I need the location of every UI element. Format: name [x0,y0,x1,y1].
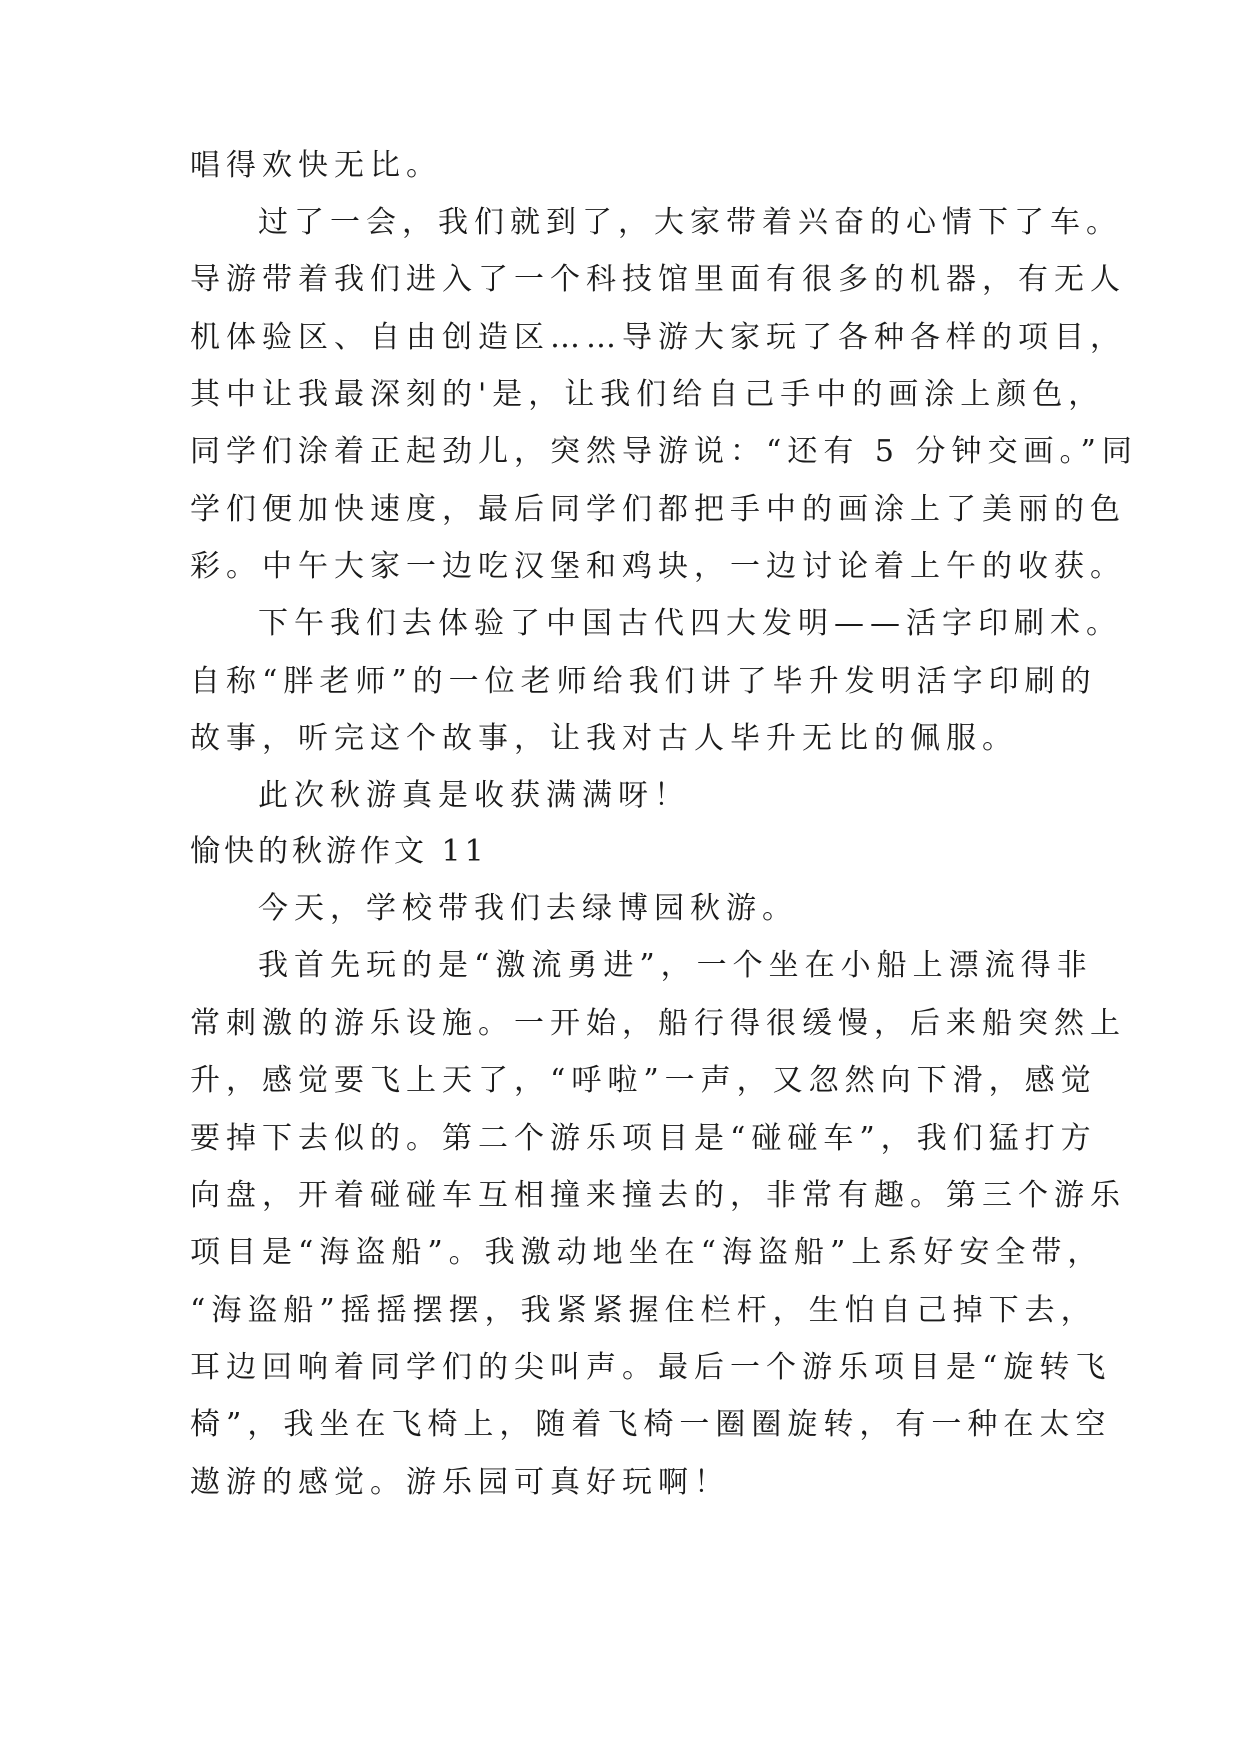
text-line: 遨游的感觉。游乐园可真好玩啊！ [190,1465,730,1500]
paragraph-start-line: 今天，学校带我们去绿博园秋游。 [258,891,798,926]
text-line: 故事，听完这个故事，让我对古人毕升无比的佩服。 [190,721,1018,756]
text-line: 自称“胖老师”的一位老师给我们讲了毕升发明活字印刷的 [190,664,1097,699]
paragraph-start-line: 下午我们去体验了中国古代四大发明——活字印刷术。 [258,606,1122,641]
paragraph-start-line: 此次秋游真是收获满满呀！ [258,778,690,813]
text-line: 耳边回响着同学们的尖叫声。最后一个游乐项目是“旋转飞 [190,1350,1112,1385]
text-line: 椅”，我坐在飞椅上，随着飞椅一圈圈旋转，有一种在太空 [190,1407,1112,1442]
text-line: 同学们涂着正起劲儿，突然导游说：“还有 5 分钟交画。”同 [190,434,1138,469]
text-line: 彩。中午大家一边吃汉堡和鸡块，一边讨论着上午的收获。 [190,549,1126,584]
text-line: 学们便加快速度，最后同学们都把手中的画涂上了美丽的色 [190,492,1126,527]
text-line: 导游带着我们进入了一个科技馆里面有很多的机器，有无人 [190,262,1126,297]
text-line: 唱得欢快无比。 [190,148,442,183]
text-line: “海盗船”摇摇摆摆，我紧紧握住栏杆，生怕自己掉下去， [190,1293,1097,1328]
text-line: 机体验区、自由创造区……导游大家玩了各种各样的项目， [190,320,1126,355]
paragraph-start-line: 我首先玩的是“激流勇进”，一个坐在小船上漂流得非 [258,948,1093,983]
paragraph-start-line: 过了一会，我们就到了，大家带着兴奋的心情下了车。 [258,205,1122,240]
text-line: 其中让我最深刻的'是，让我们给自己手中的画涂上颜色， [190,377,1105,412]
section-title: 愉快的秋游作文 11 [190,834,488,869]
text-line: 要掉下去似的。第二个游乐项目是“碰碰车”，我们猛打方 [190,1121,1097,1156]
text-line: 升，感觉要飞上天了，“呼啦”一声，又忽然向下滑，感觉 [190,1063,1097,1098]
text-line: 项目是“海盗船”。我激动地坐在“海盗船”上系好安全带， [190,1235,1104,1270]
text-line: 常刺激的游乐设施。一开始，船行得很缓慢，后来船突然上 [190,1006,1126,1041]
text-line: 向盘，开着碰碰车互相撞来撞去的，非常有趣。第三个游乐 [190,1178,1126,1213]
